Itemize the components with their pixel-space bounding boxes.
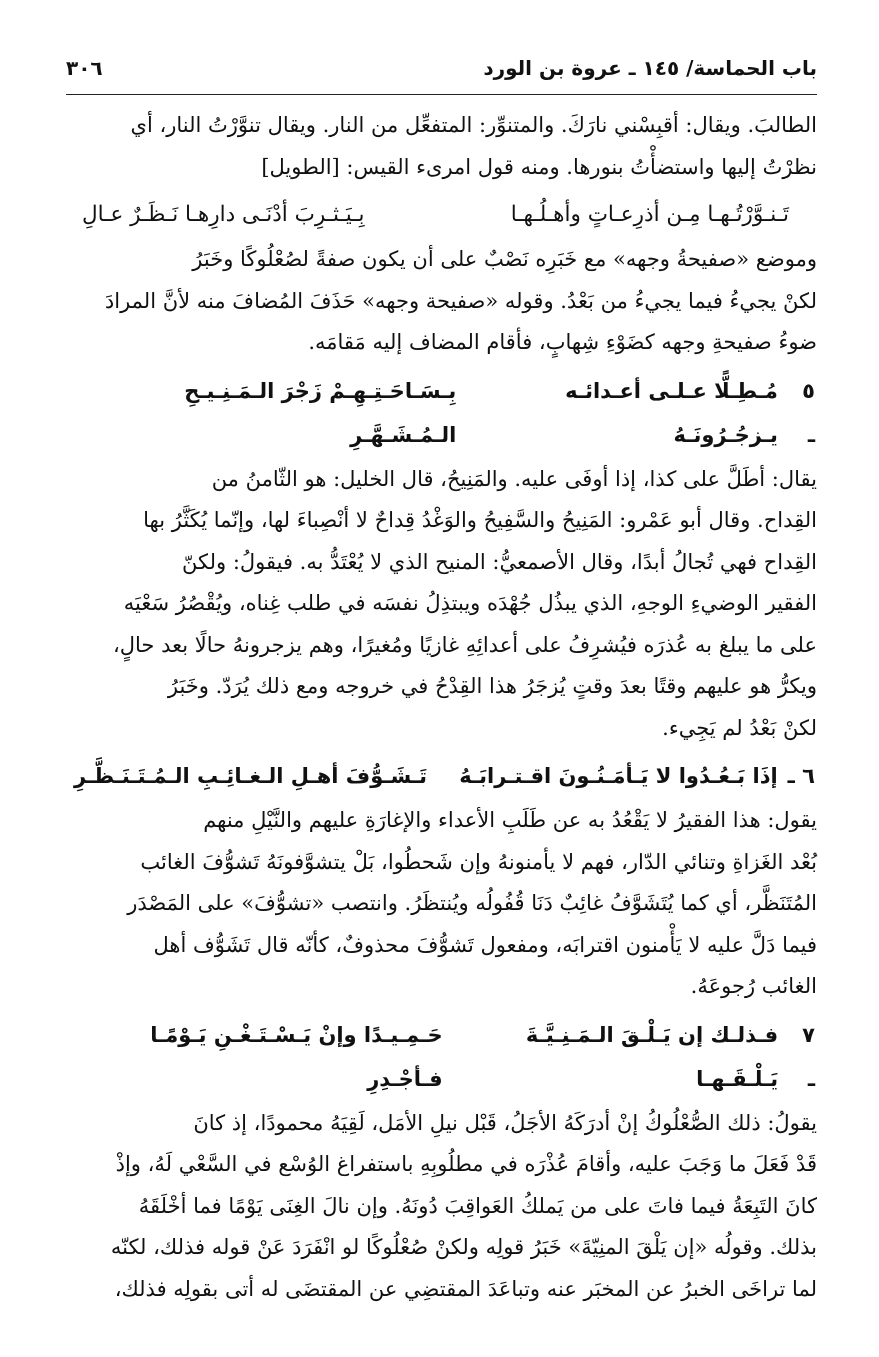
commentary-paragraph xyxy=(66,1103,817,1311)
commentary-line: ضوءُ صفيحةِ وجهه كضَوْءِ شِهابٍ، فأقام المضاف إليه مَقامَه. xyxy=(308,330,817,354)
verse-hemistich-first: فـذلـك إن يَـلْـقَ الـمَـنِـيَّـةَ يَـلْـقَـهـا xyxy=(525,1022,779,1091)
commentary-line: المُتَنَظَّر، أي كما يُتَشَوَّفُ غائِبٌ دَنَا قُفُولُه ويُنتظَرُ. وانتصب «تشوُّفَ» على المَصْدَر xyxy=(127,891,817,915)
verse-number: ٧ ـ xyxy=(802,1022,815,1091)
commentary-line: يقال: أطَلَّ على كذا، إذا أوفَى عليه. والمَنِيحُ، قال الخليل: هو الثّامنُ من xyxy=(211,466,817,491)
commentary-line: يقول: هذا الفقيرُ لا يَقْعُدُ به عن طَلَبِ الأعداء والإغارَةِ عليهم والنَّيْلِ منهم xyxy=(203,808,817,832)
verse-first-hemistich-group xyxy=(443,1013,815,1101)
verse-hemistich-second: تَـشَـوُّفَ أهـلِ الـغـائِـبِ الـمُـتَـنَـظَّـرِ xyxy=(74,764,427,788)
verse-hemistich-second: بِـسَـاحَـتِـهِـمْ زَجْرَ الـمَـنِـيـحِ الـمُـشَـهَّـرِ xyxy=(184,378,457,447)
commentary-line: القِداح. وقال أبو عَمْرو: المَنِيحُ والسَّفِيحُ والوَغْدُ قِداحٌ لا أنْصِباءَ لها، وإنّما يُكَثَّرُ بها xyxy=(143,508,817,532)
commentary-paragraph xyxy=(66,459,817,750)
commentary-line: يقولُ: ذلك الصُّعْلُوكُ إنْ أدرَكَهُ الأجَلُ، قَبْل نيلِ الأمَل، لَقِيَهُ محمودًا، إذ كانَ xyxy=(193,1110,817,1135)
verse-line xyxy=(66,1013,817,1101)
page-body xyxy=(66,105,817,1310)
verse-hemistich-first: مُـطِـلًّا عـلـى أعـدائـه يـزجُـرُونَـهُ xyxy=(565,378,778,447)
verse-line xyxy=(66,369,817,457)
commentary-line: ويكرُّ هو عليهم وقتًا بعدَ وقتٍ يُزجَرُ هذا القِدْحُ في خروجه ومع ذلك يُرَدّ. وخَبَرُ xyxy=(167,674,817,698)
verse-hemistich-first: تَـنـوَّرْتُـهـا مِـن أذرِعـاتٍ وأهـلُـهـا xyxy=(510,202,789,227)
commentary-line: نظرْتُ إليها واستضأْتُ بنورها. ومنه قول امرىء القيس: [الطويل] xyxy=(261,154,817,179)
verse-hemistich-second: بِـيَـثـرِبَ أدْنَـى دارِهـا نَـظَـرٌ عـالِ xyxy=(82,202,365,227)
verse-first-hemistich-group xyxy=(459,754,815,798)
commentary-line: الفقير الوضيءِ الوجهِ، الذي يبذُل جُهْدَه ويبتذِلُ نفسَه في طلب غِناه، ويُقْصُرُ سَعْيَه xyxy=(123,591,817,615)
commentary-line: القِداح فهي تُجالُ أبدًا، وقال الأصمعيُّ: المنيح الذي لا يُعْتَدُّ به. فيقولُ: ولكنّ xyxy=(182,549,817,574)
verse-first-hemistich-group xyxy=(456,369,815,457)
verse-line xyxy=(66,754,817,798)
verse-line xyxy=(66,193,817,237)
commentary-line: على ما يبلغ به عُذرَه فيُشرِفُ على أعدائِهِ غازيًا ومُغيرًا، وهم يزجرونهُ حالًا بعد حالٍ، xyxy=(112,632,817,657)
page-number: ٣٠٦ xyxy=(66,56,103,80)
commentary-line: قَدْ فَعَلَ ما وَجَبَ عليه، وأقامَ عُذْرَه في مطلُوبِهِ باستفراغ الوُسْع في السَّعْي لَهُ، وإذْ xyxy=(115,1152,817,1176)
commentary-paragraph xyxy=(66,105,817,188)
commentary-line: لما تراخَى الخبرُ عن المخبَر عنه وتباعَدَ المقتضِي عن المقتضَى له أتى بقولِه فذلك، xyxy=(114,1276,817,1301)
running-title: باب الحماسة/ ١٤٥ ـ عروة بن الورد xyxy=(483,56,817,80)
commentary-line: كانَ التَبِعَةُ فيما فاتَ على من يَملكُ العَواقِبَ دُونَهُ. وإن نالَ الغِنَى يَوْمًا فما أخْلَقَهُ xyxy=(138,1193,817,1218)
commentary-line: بذلك. وقولُه «إن يَلْقَ المنِيّةَ» خَبَرُ قولِه ولكنْ صُعْلُوكًا لو انْفَرَدَ عَنْ قوله فذلك، لكنّه xyxy=(110,1235,817,1259)
commentary-line: وموضع «صفيحةُ وجهه» مع خَبَرِه نَصْبٌ على أن يكون صفةً لصُعْلُوكًا وخَبَرُ xyxy=(192,247,817,271)
verse-hemistich-second: حَـمِـيـدًا وإنْ يَـسْـتَـغْـنِ يَـوْمًـا فـأجْـدِرِ xyxy=(150,1022,443,1091)
commentary-line: الطالبَ. ويقال: أقبِسْني نارَكَ. والمتنوِّر: المتفعِّل من النار. ويقال تنوَّرْتُ النار، أي xyxy=(130,113,817,137)
commentary-line: بُعْد الغَزاةِ وتنائي الدّار، فهم لا يأمنونهُ وإن شَحطُوا، بَلْ يتشوَّفونَهُ تَشوُّفَ الغائب xyxy=(140,849,817,874)
verse-number: ٥ ـ xyxy=(802,378,815,447)
commentary-line: فيما دَلَّ عليه لا يَأْمنون اقترابَه، ومفعول تَشوُّفَ محذوفٌ، كأنّه قال تَشَوُّف أهل xyxy=(153,932,817,957)
commentary-paragraph xyxy=(66,800,817,1008)
verse-hemistich-first: إذَا بَـعُـدُوا لا يَـأمَـنُـونَ اقـتـرابَـهُ xyxy=(459,764,778,788)
verse-first-hemistich-group xyxy=(511,193,789,237)
commentary-paragraph xyxy=(66,239,817,364)
verse-number: ٦ ـ xyxy=(787,764,815,788)
running-head xyxy=(66,56,817,95)
commentary-line: الغائب رُجوعَهُ. xyxy=(690,974,817,998)
commentary-line: لكنْ يجيءُ فيما يجيءُ من بَعْدُ. وقوله «صفيحة وجهه» حَذَفَ المُضافَ منه لأنَّ المرادَ xyxy=(104,288,817,313)
commentary-line: لكنْ بَعْدُ لم يَجِيء. xyxy=(662,715,817,740)
